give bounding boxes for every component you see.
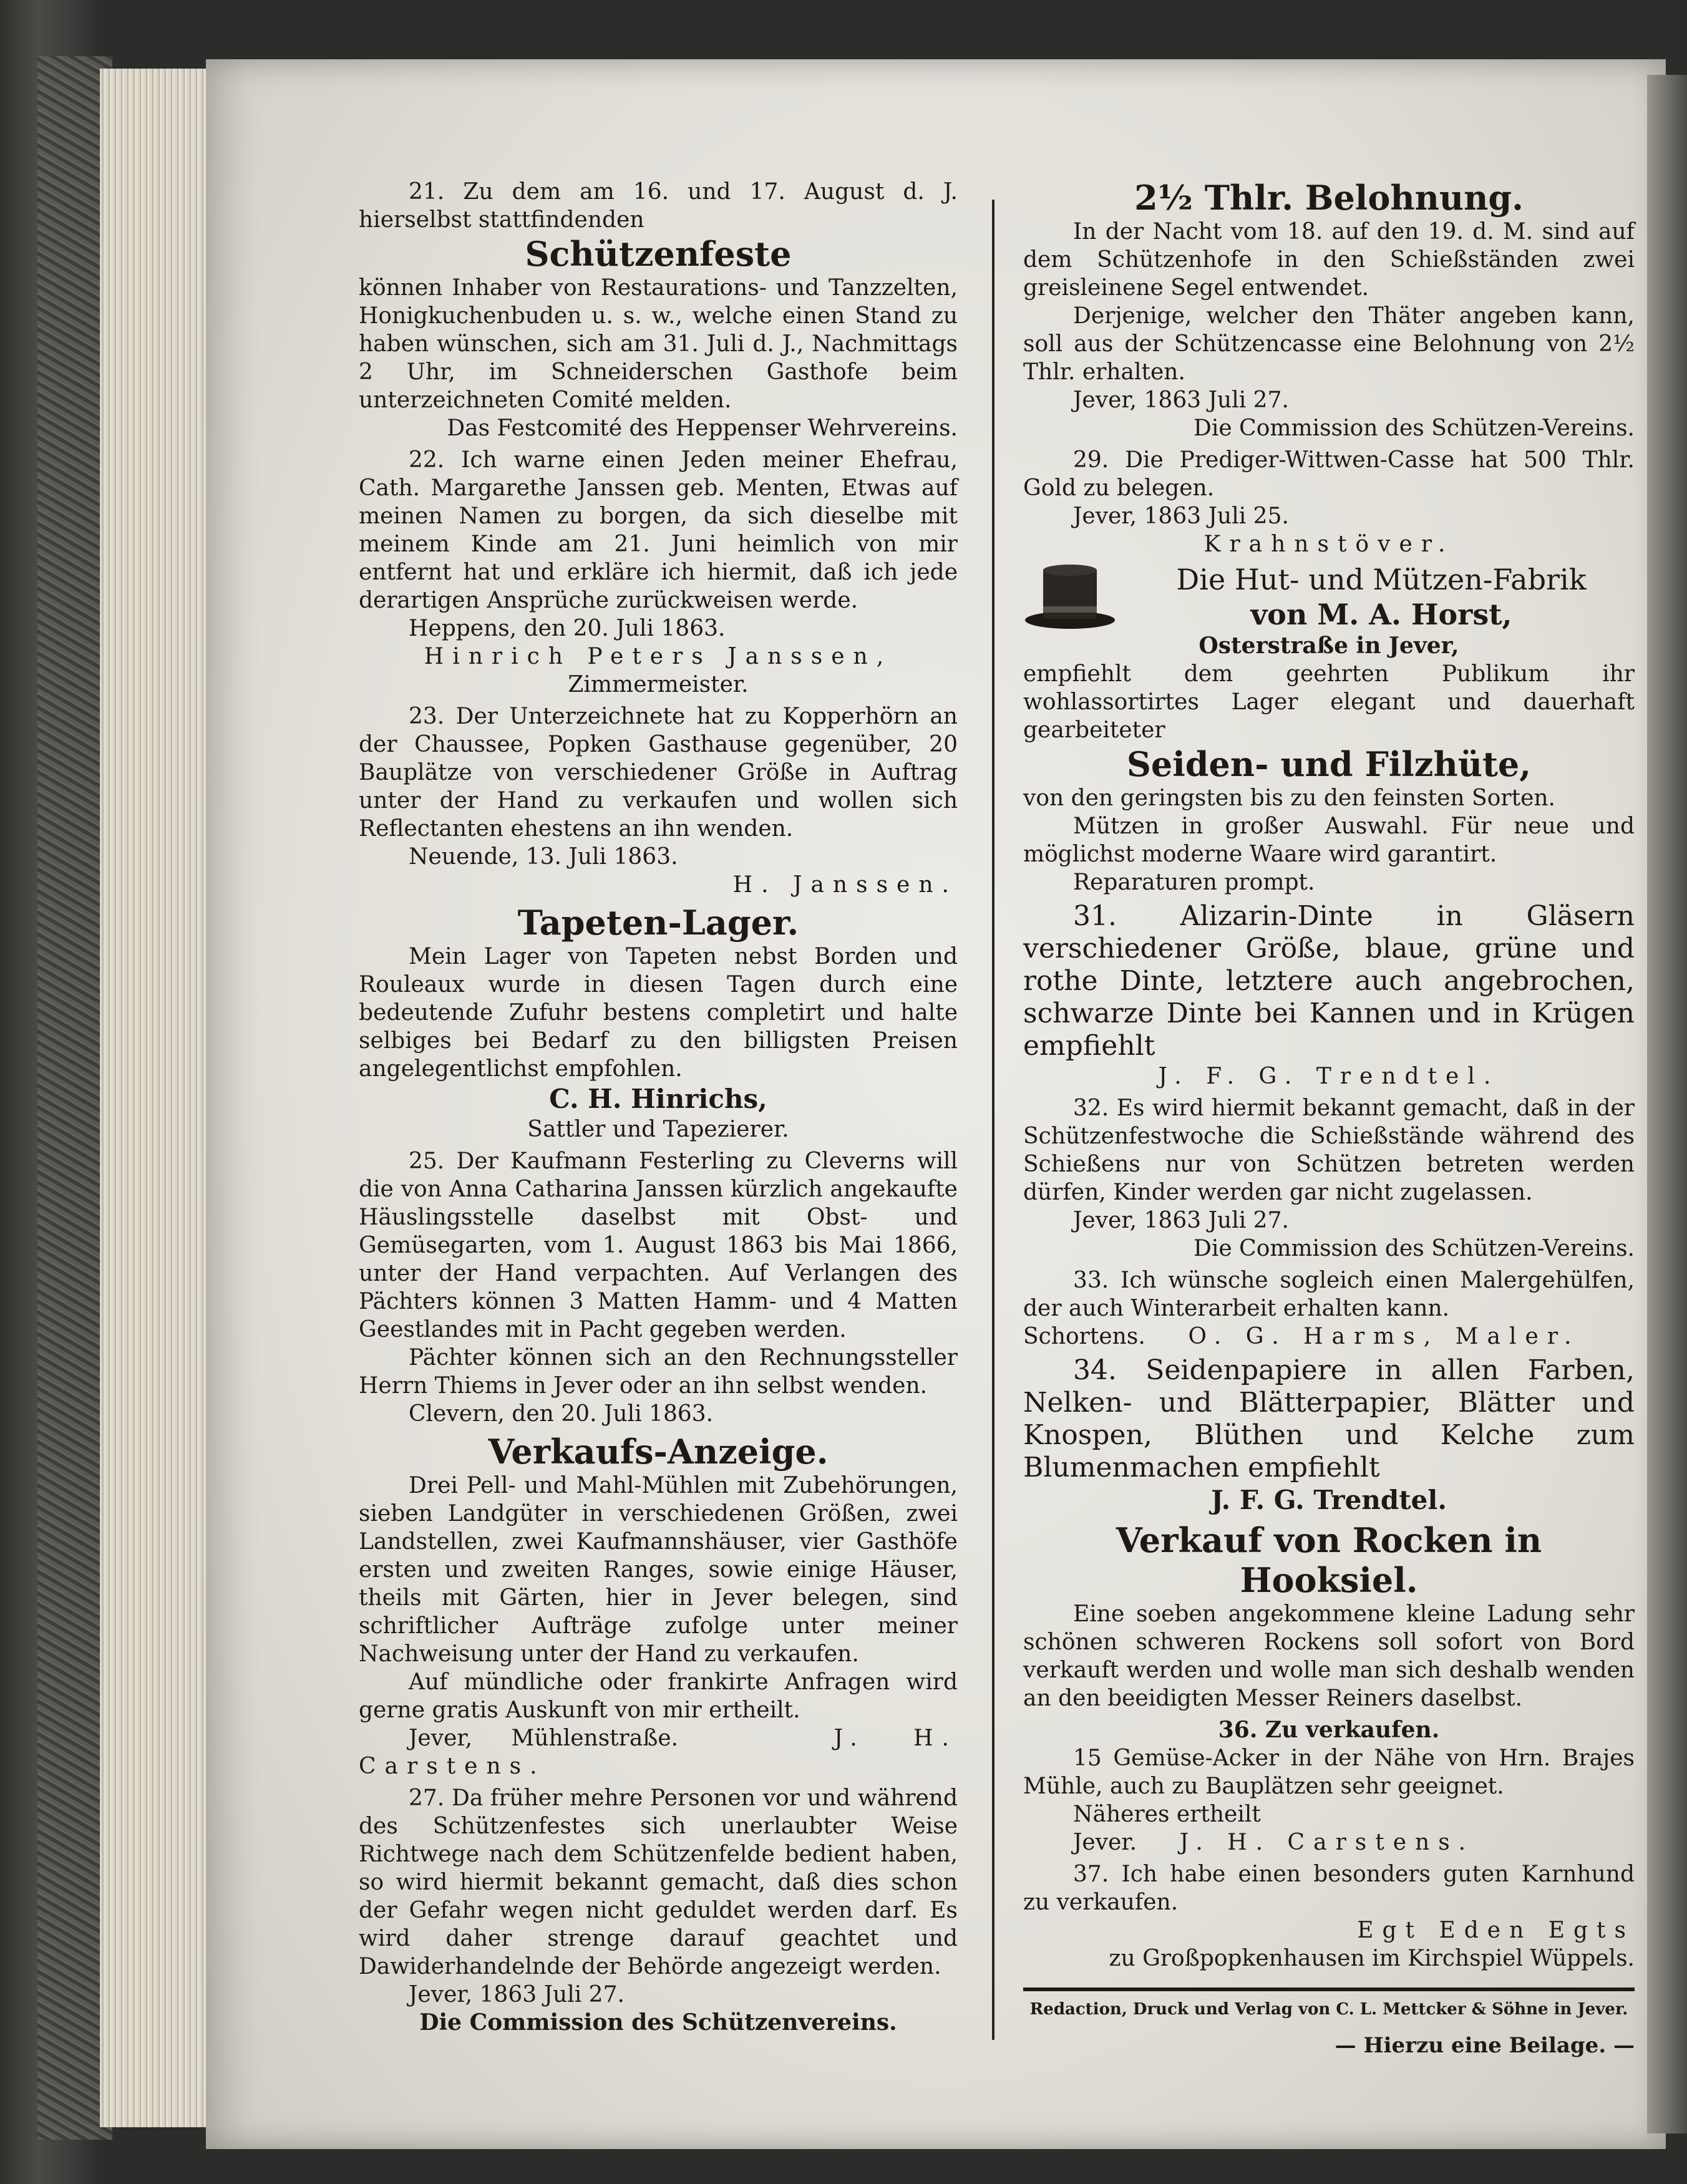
notice-23-body: 23. Der Unterzeichnete hat zu Kopperhörn an der Chaussee, Popken Gasthause gegenüber, 20 Bauplätze von verschiedener Größe in Auftrag unter der Hand zu verkaufen und wollen sich Reflectanten ehestens an ihn wenden. bbox=[359, 704, 958, 842]
hut-advert-title-block bbox=[1128, 562, 1635, 632]
hut-advert-body4: Reparaturen prompt. bbox=[1073, 870, 1315, 895]
notice-33-sign bbox=[1023, 1323, 1635, 1351]
tapeten-name: C. H. Hinrichs, bbox=[549, 1084, 767, 1114]
notice-37-name: Egt Eden Egts bbox=[1357, 1918, 1635, 1943]
notice-36-name: J. H. Carstens. bbox=[1179, 1830, 1475, 1855]
hut-advert-header bbox=[1023, 562, 1635, 632]
notice-21-body: können Inhaber von Restaurations- und Tanzzelten, Honigkuchenbuden u. s. w., welche einen Stand zu haben wünschen, sich am 31. Juli d. J., Nachmittags 2 Uhr, im Schneiderschen Gasthofe beim unterzeichneten Comité melden. bbox=[359, 275, 958, 413]
footer-rule bbox=[1023, 1987, 1635, 1991]
notice-36-head: 36. Zu verkaufen. bbox=[1218, 1717, 1440, 1743]
notice-21-title: Schützenfeste bbox=[525, 234, 792, 274]
hut-advert-body2: von den geringsten bis zu den feinsten Sorten. bbox=[1023, 785, 1555, 811]
notice-32-place: Jever, 1863 Juli 27. bbox=[1073, 1208, 1289, 1233]
verkaufs-anzeige-title: Verkaufs-Anzeige. bbox=[488, 1432, 829, 1472]
notice-21-intro: 21. Zu dem am 16. und 17. August d. J. hierselbst stattfindenden bbox=[359, 179, 958, 233]
notice-22-place: Heppens, den 20. Juli 1863. bbox=[409, 616, 726, 641]
rocken-body: Eine soeben angekommene kleine Ladung sehr schönen schweren Rockens soll sofort von Bord verkauft werden und wolle man sich deshalb wenden an den beeidigten Messer Reiners daselbst. bbox=[1023, 1601, 1635, 1711]
notice-31-name: J. F. G. Trendtel. bbox=[1158, 1064, 1500, 1089]
notice-33-name: O. G. Harms, Maler. bbox=[1188, 1324, 1580, 1349]
notice-29-place: Jever, 1863 Juli 25. bbox=[1073, 503, 1289, 529]
notice-36-place: Jever. bbox=[1073, 1830, 1137, 1855]
notice-37-body: 37. Ich habe einen besonders guten Karnhund zu verkaufen. bbox=[1023, 1861, 1635, 1915]
right-column bbox=[1023, 178, 1635, 2060]
rocken-title: Verkauf von Rocken in Hooksiel. bbox=[1116, 1520, 1542, 1600]
notice-37-place: zu Großpopkenhausen im Kirchspiel Wüppels. bbox=[1109, 1946, 1635, 1971]
tapeten-body: Mein Lager von Tapeten nebst Borden und Rouleaux wurde in diesen Tagen durch eine bedeutende Zufuhr bestens completirt und halte selbiges bei Bedarf zu den billigsten Preisen angelegentlichst empfohlen. bbox=[359, 944, 958, 1082]
notice-21-signature: Das Festcomité des Heppenser Wehrvereins. bbox=[447, 415, 958, 441]
hut-advert-highlight: Seiden- und Filzhüte, bbox=[1126, 744, 1532, 784]
notice-36-sign bbox=[1023, 1828, 1635, 1856]
verkaufs-anzeige-place: Jever, Mühlenstraße. bbox=[409, 1725, 679, 1751]
tapeten-title: Tapeten-Lager. bbox=[517, 903, 799, 943]
notice-33-body: 33. Ich wünsche sogleich einen Malergehülfen, der auch Winterarbeit erhalten kann. bbox=[1023, 1268, 1635, 1321]
notice-29-name: Krahnstöver. bbox=[1203, 531, 1454, 557]
hut-advert-body: empfiehlt dem geehrten Publikum ihr wohlassortirtes Lager elegant und dauerhaft gearbeiteter bbox=[1023, 661, 1635, 743]
notice-32-body: 32. Es wird hiermit bekannt gemacht, daß in der Schützenfestwoche die Schießstände während des Schießens nur von Schützen betreten werden dürfen, Kinder werden gar nicht zugelassen. bbox=[1023, 1095, 1635, 1205]
supplement-note: — Hierzu eine Beilage. — bbox=[1335, 2033, 1635, 2058]
hut-advert-line1: Die Hut- und Mützen-Fabrik bbox=[1176, 563, 1587, 596]
notice-29-body: 29. Die Prediger-Wittwen-Casse hat 500 Thlr. Gold zu belegen. bbox=[1023, 447, 1635, 501]
column-divider bbox=[992, 200, 994, 2040]
notice-27-body: 27. Da früher mehre Personen vor und während des Schützenfestes sich unerlaubter Weise Richtwege nach dem Schützenfelde bedient haben, so wird hiermit bekannt gemacht, daß dies schon der Gefahr wegen nicht geduldet werden darf. Es wird daher strenge darauf geachtet und Dawiderhandelnde der Behörde angezeigt werden. bbox=[359, 1785, 958, 1979]
left-column bbox=[359, 178, 958, 2037]
notice-36-body: 15 Gemüse-Acker in der Nähe von Hrn. Brajes Mühle, auch zu Bauplätzen sehr geeignet. bbox=[1023, 1745, 1635, 1799]
belohnung-place: Jever, 1863 Juli 27. bbox=[1073, 387, 1289, 413]
imprint-line: Redaction, Druck und Verlag von C. L. Mettcker & Söhne in Jever. bbox=[1029, 2000, 1628, 2019]
notice-22-role: Zimmermeister. bbox=[568, 672, 749, 697]
hut-advert-body3: Mützen in großer Auswahl. Für neue und möglichst moderne Waare wird garantirt. bbox=[1023, 813, 1635, 867]
notice-36-info: Näheres ertheilt bbox=[1073, 1802, 1261, 1827]
right-page-fold bbox=[1647, 75, 1687, 2133]
notice-27-signature: Die Commission des Schützenvereins. bbox=[419, 2009, 897, 2036]
notice-33-place: Schortens. bbox=[1023, 1324, 1145, 1349]
tapeten-role: Sattler und Tapezierer. bbox=[527, 1117, 789, 1142]
notice-25-body2: Pächter können sich an den Rechnungssteller Herrn Thiems in Jever oder an ihn selbst wenden. bbox=[359, 1345, 958, 1399]
notice-25-place: Clevern, den 20. Juli 1863. bbox=[409, 1401, 714, 1427]
belohnung-signature: Die Commission des Schützen-Vereins. bbox=[1194, 415, 1635, 441]
belohnung-title: 2½ Thlr. Belohnung. bbox=[1134, 178, 1524, 218]
hut-advert-address: Osterstraße in Jever, bbox=[1198, 633, 1459, 659]
notice-34-name: J. F. G. Trendtel. bbox=[1211, 1485, 1447, 1515]
notice-22-body: 22. Ich warne einen Jeden meiner Ehefrau, Cath. Margarethe Janssen geb. Menten, Etwas auf meinen Namen zu borgen, da sich dieselbe mit meinem Kinde am 21. Juni heimlich von mir entfernt hat und erkläre ich hiermit, daß ich jede derartigen Ansprüche zurückweisen werde. bbox=[359, 447, 958, 613]
verkaufs-anzeige-name: J. H. Carstens. bbox=[359, 1725, 958, 1779]
notice-23-place: Neuende, 13. Juli 1863. bbox=[409, 844, 678, 870]
notice-31-body: 31. Alizarin-Dinte in Gläsern verschiedener Größe, blaue, grüne und rothe Dinte, letztere auch angebrochen, schwarze Dinte bei Kannen und in Krügen empfiehlt bbox=[1023, 900, 1635, 1062]
notice-27-place: Jever, 1863 Juli 27. bbox=[409, 1982, 625, 2007]
notice-34-body: 34. Seidenpapiere in allen Farben, Nelken- und Blätterpapier, Blätter und Knospen, Blüthen und Kelche zum Blumenmachen empfiehlt bbox=[1023, 1354, 1635, 1483]
hut-advert-line2: von M. A. Horst, bbox=[1250, 598, 1512, 631]
notice-23-name: H. Janssen. bbox=[732, 872, 958, 898]
verkaufs-anzeige-body2: Auf mündliche oder frankirte Anfragen wird gerne gratis Auskunft von mir ertheilt. bbox=[359, 1669, 958, 1723]
notice-25-body: 25. Der Kaufmann Festerling zu Cleverns will die von Anna Catharina Janssen kürzlich angekaufte Häuslingsstelle daselbst mit Obst- und Gemüsegarten, vom 1. August 1863 bis Mai 1866, unter der Hand verpachten. Auf Verlangen des Pächters können 3 Matten Hamm- und 4 Matten Geestlandes mit in Pacht gegeben werden. bbox=[359, 1148, 958, 1342]
top-hat-icon bbox=[1023, 563, 1117, 631]
belohnung-body2: Derjenige, welcher den Thäter angeben kann, soll aus der Schützencasse eine Belohnung von 2½ Thlr. erhalten. bbox=[1023, 303, 1635, 385]
notice-22-name: Hinrich Peters Janssen, bbox=[424, 644, 893, 669]
notice-32-signature: Die Commission des Schützen-Vereins. bbox=[1194, 1236, 1635, 1261]
belohnung-body: In der Nacht vom 18. auf den 19. d. M. sind auf dem Schützenhofe in den Schießständen zwei greisleinene Segel entwendet. bbox=[1023, 219, 1635, 301]
verkaufs-anzeige-body: Drei Pell- und Mahl-Mühlen mit Zubehörungen, sieben Landgüter in verschiedenen Größen, zwei Landstellen, zwei Kaufmannshäuser, vier Gasthöfe ersten und zweiten Ranges, sowie einige Häuser, theils mit Gärten, hier in Jever belegen, sind schriftlicher Aufträge zufolge unter meiner Nachweisung unter der Hand zu verkaufen. bbox=[359, 1473, 958, 1667]
verkaufs-anzeige-sign bbox=[359, 1724, 958, 1780]
